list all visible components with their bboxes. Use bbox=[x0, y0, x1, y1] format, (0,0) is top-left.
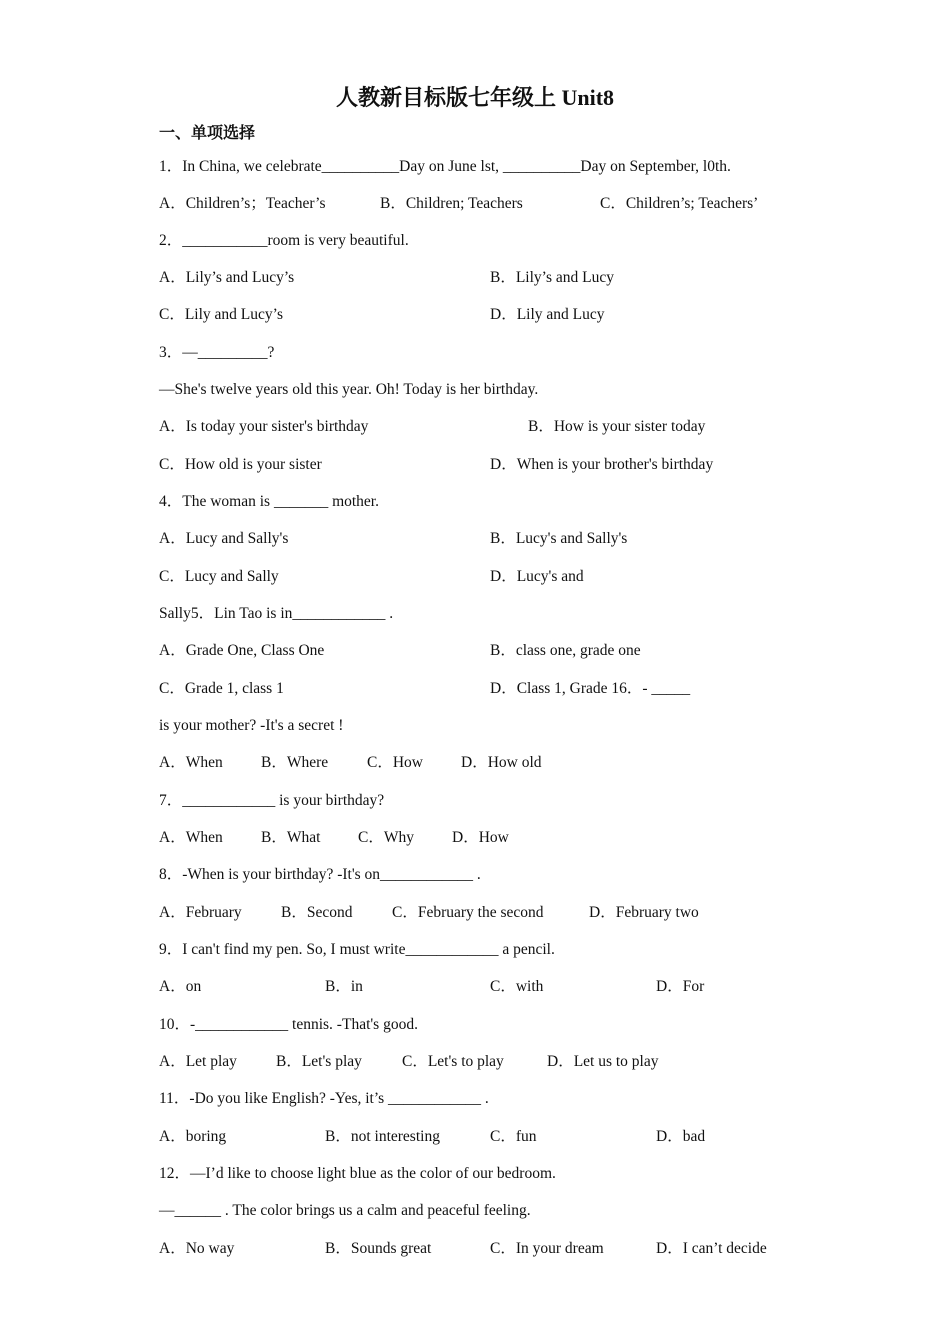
q7-opts-option-4: D．How bbox=[452, 829, 509, 846]
q6-opts-option-1: A．When bbox=[159, 754, 223, 771]
q10-opts-option-4: D．Let us to play bbox=[547, 1053, 659, 1070]
q3-text: 3．—_________? bbox=[159, 344, 275, 361]
q4-text: 4．The woman is _______ mother. bbox=[159, 493, 379, 510]
page-title: 人教新目标版七年级上 Unit8 bbox=[335, 85, 615, 110]
q10-text: 10．-____________ tennis. -That's good. bbox=[159, 1016, 418, 1033]
q10-opts-option-2: B．Let's play bbox=[276, 1053, 362, 1070]
q11-text: 11．-Do you like English? -Yes, it’s ____________ . bbox=[159, 1090, 489, 1107]
q8-opts-option-2: B．Second bbox=[281, 904, 353, 921]
q4-opts-1-option-1: A．Lucy and Sally's bbox=[159, 530, 289, 547]
q12-opts-option-1: A．No way bbox=[159, 1240, 235, 1257]
q5-opts-2-option-2: D．Class 1, Grade 16．- _____ bbox=[490, 680, 691, 697]
q3-opts-2-option-2: D．When is your brother's birthday bbox=[490, 456, 714, 473]
q12-text: 12．—I’d like to choose light blue as the color of our bedroom. bbox=[159, 1165, 556, 1182]
q6-opts-option-4: D．How old bbox=[461, 754, 542, 771]
q8-opts-option-3: C．February the second bbox=[392, 904, 544, 921]
q2-text: 2．___________room is very beautiful. bbox=[159, 232, 409, 249]
q12-b-text: —______ . The color brings us a calm and peaceful feeling. bbox=[159, 1202, 531, 1219]
section-heading: 一、单项选择 bbox=[159, 125, 256, 142]
q8-text: 8．-When is your birthday? -It's on____________ . bbox=[159, 866, 481, 883]
q10-opts-option-3: C．Let's to play bbox=[402, 1053, 504, 1070]
q12-opts-option-4: D．I can’t decide bbox=[656, 1240, 767, 1257]
q8-opts-option-1: A．February bbox=[159, 904, 242, 921]
q2-opts-2-option-2: D．Lily and Lucy bbox=[490, 306, 605, 323]
q2-opts-1-option-1: A．Lily’s and Lucy’s bbox=[159, 269, 295, 286]
q1-opts-option-1: A．Children’s；Teacher’s bbox=[159, 195, 326, 212]
q5-text: Sally5．Lin Tao is in____________ . bbox=[159, 605, 394, 622]
q5-opts-1-option-1: A．Grade One, Class One bbox=[159, 642, 325, 659]
q11-opts-option-1: A．boring bbox=[159, 1128, 227, 1145]
q7-opts-option-2: B．What bbox=[261, 829, 321, 846]
q7-text: 7．____________ is your birthday? bbox=[159, 792, 385, 809]
q3-opts-2-option-1: C．How old is your sister bbox=[159, 456, 322, 473]
q11-opts-option-2: B．not interesting bbox=[325, 1128, 440, 1145]
q11-opts-option-3: C．fun bbox=[490, 1128, 537, 1145]
q12-opts-option-3: C．In your dream bbox=[490, 1240, 604, 1257]
q10-opts-option-1: A．Let play bbox=[159, 1053, 237, 1070]
q6-text: is your mother? -It's a secret ! bbox=[159, 717, 344, 734]
q9-opts-option-4: D．For bbox=[656, 978, 705, 995]
q4-opts-1-option-2: B．Lucy's and Sally's bbox=[490, 530, 628, 547]
q5-opts-1-option-2: B．class one, grade one bbox=[490, 642, 641, 659]
q11-opts-option-4: D．bad bbox=[656, 1128, 706, 1145]
q3-opts-1-option-2: B．How is your sister today bbox=[528, 418, 706, 435]
q4-opts-2-option-1: C．Lucy and Sally bbox=[159, 568, 279, 585]
q2-opts-2-option-1: C．Lily and Lucy’s bbox=[159, 306, 283, 323]
q4-opts-2-option-2: D．Lucy's and bbox=[490, 568, 584, 585]
q5-opts-2-option-1: C．Grade 1, class 1 bbox=[159, 680, 284, 697]
q12-opts-option-2: B．Sounds great bbox=[325, 1240, 432, 1257]
q6-opts-option-2: B．Where bbox=[261, 754, 329, 771]
q1-opts-option-3: C．Children’s; Teachers’ bbox=[600, 195, 759, 212]
q9-opts-option-1: A．on bbox=[159, 978, 202, 995]
q9-opts-option-2: B．in bbox=[325, 978, 363, 995]
q3-opts-1-option-1: A．Is today your sister's birthday bbox=[159, 418, 369, 435]
q1-text: 1．In China, we celebrate__________Day on June lst, __________Day on September, l0th. bbox=[159, 158, 731, 175]
q9-opts-option-3: C．with bbox=[490, 978, 544, 995]
q2-opts-1-option-2: B．Lily’s and Lucy bbox=[490, 269, 614, 286]
q7-opts-option-1: A．When bbox=[159, 829, 223, 846]
q6-opts-option-3: C．How bbox=[367, 754, 423, 771]
q7-opts-option-3: C．Why bbox=[358, 829, 414, 846]
q8-opts-option-4: D．February two bbox=[589, 904, 699, 921]
q1-opts-option-2: B．Children; Teachers bbox=[380, 195, 523, 212]
q3-b-text: —She's twelve years old this year. Oh! Today is her birthday. bbox=[159, 381, 539, 398]
q9-text: 9．I can't find my pen. So, I must write____________ a pencil. bbox=[159, 941, 555, 958]
